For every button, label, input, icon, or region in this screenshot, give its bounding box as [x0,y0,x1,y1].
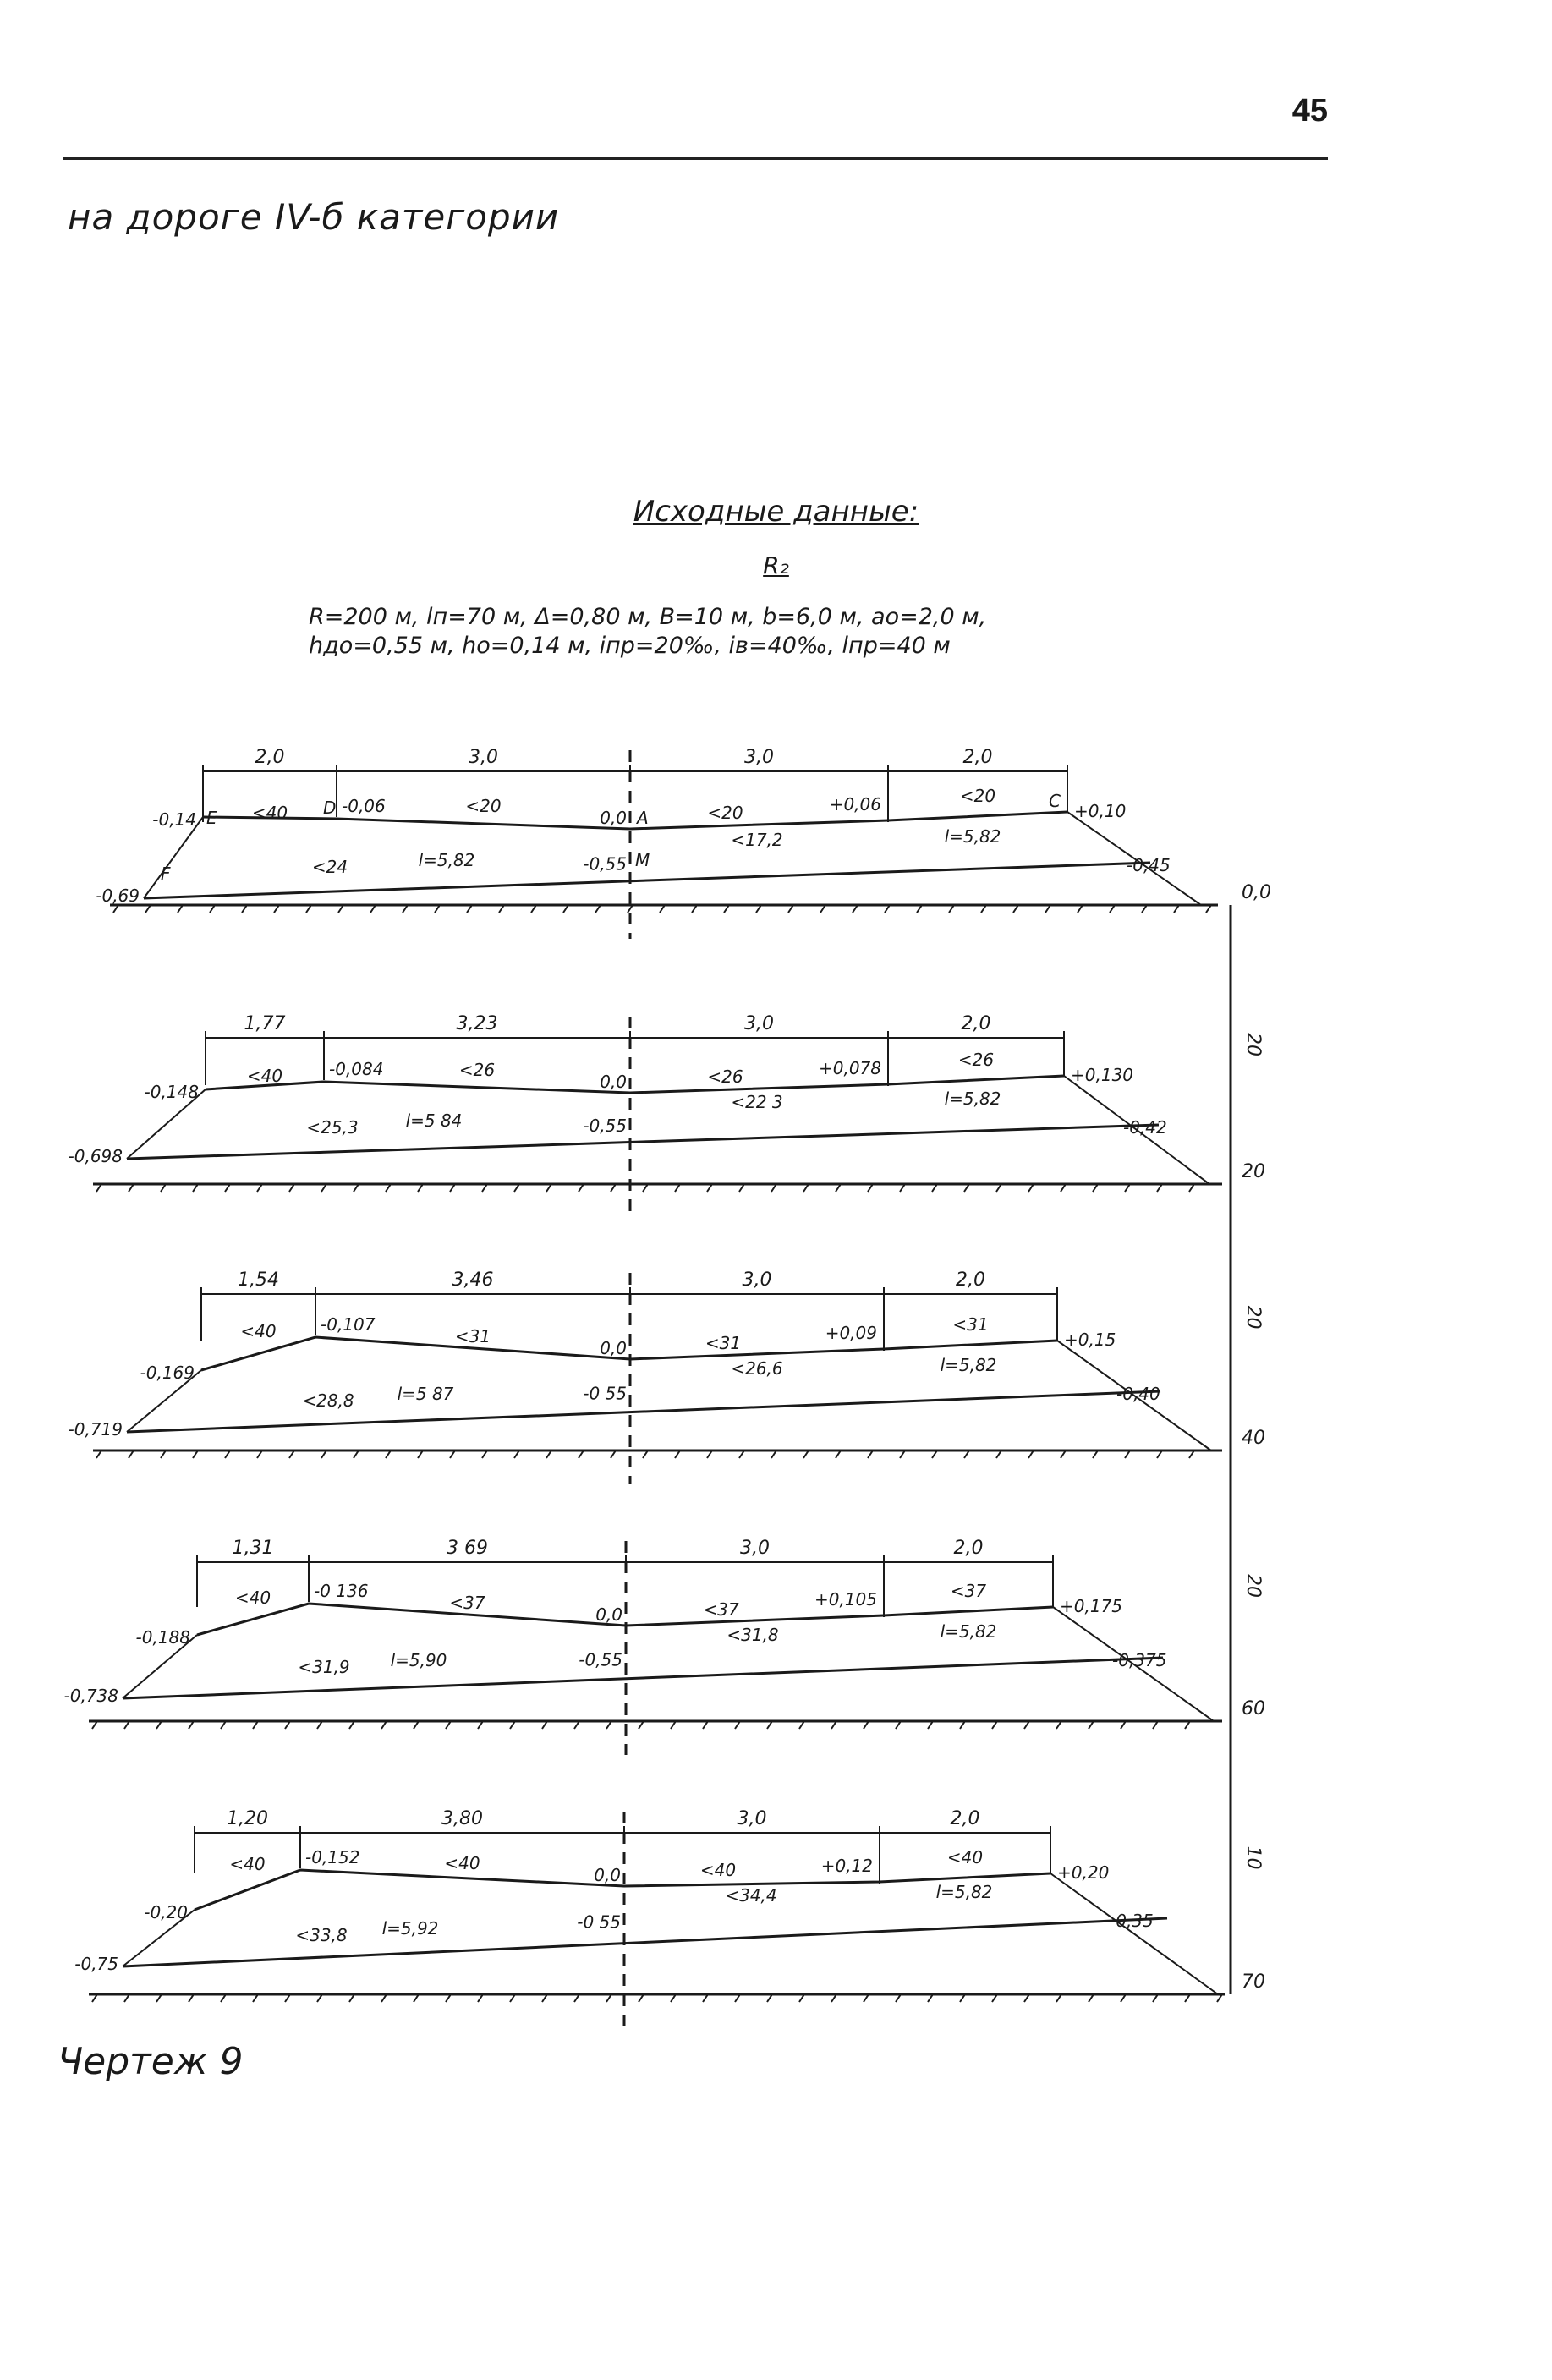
section-3-base-right-slope: <26,6 [731,1358,783,1379]
section-3-base-right-length: l=5,82 [940,1355,997,1375]
section-4-width-label: 3 69 [447,1538,488,1559]
page-number: 45 [1292,93,1328,129]
section-5-base-right-slope: <34,4 [725,1885,777,1906]
section-1-width-label: 3,0 [744,747,774,768]
section-2-width-label: 1,77 [244,1013,286,1034]
section-3-width-label: 2,0 [956,1270,985,1291]
section-2-width-label: 2,0 [961,1013,991,1034]
section-4-width-label: 1,31 [232,1538,274,1559]
section-4-slope-left-inner: <37 [449,1593,485,1613]
section-3-interval-label: 20 [1242,1305,1264,1330]
section-5-right-slope [1050,1873,1218,1994]
section-1-base-left-length: l=5,82 [418,850,475,870]
section-5-slope-left-outer: <40 [229,1854,266,1874]
section-2-right-base-value: -0,42 [1123,1117,1167,1138]
section-2-base-right-slope: <22 3 [731,1092,783,1112]
section-5-inner-left-value: -0,152 [305,1847,360,1867]
section-2-slope-right-outer: <26 [957,1050,995,1070]
section-4-inner-right-value: +0,105 [814,1589,877,1610]
section-3-slope-left-inner: <31 [454,1326,491,1346]
section-5-slope-right-outer: <40 [946,1847,984,1867]
section-5-left-base-value: -0,75 [74,1954,118,1974]
section-3-axis-value: -0 55 [583,1383,627,1404]
section-1-point-c: C [1049,791,1061,811]
section-4-base-left-length: l=5,90 [390,1650,447,1670]
section-1-width-label: 3,0 [469,747,498,768]
section-3-left-base-value: -0,719 [68,1419,123,1440]
section-1-point-m: M [635,850,650,870]
parameters-line-1: R=200 м, lп=70 м, Δ=0,80 м, B=10 м, b=6,0 м, aо=2,0 м, [309,604,987,630]
section-2-station-label: 20 [1242,1161,1265,1182]
section-5-surface-line [195,1870,1050,1910]
section-5-width-label: 3,80 [441,1808,483,1829]
section-5-axis-value: -0 55 [577,1911,621,1933]
section-2-base-right-length: l=5,82 [944,1089,1001,1109]
section-4-slope-right-outer: <37 [950,1581,987,1601]
section-1-left-edge-value: -0,14 [152,809,196,830]
section-1-center-value: 0,0 [600,808,627,828]
section-1-width-label: 2,0 [255,747,285,768]
section-1-slope-right-outer: <20 [959,786,996,806]
section-2-base-left-slope: <25,3 [306,1117,359,1138]
section-5-right-base-value: -0,35 [1110,1911,1154,1931]
section-1-right-edge-value: +0,10 [1074,801,1127,821]
section-4-slope-left-outer: <40 [234,1588,271,1608]
section-1-base-left-slope: <24 [311,857,348,877]
section-2-inner-left-value: -0,084 [329,1059,384,1079]
section-2-base-left-length: l=5 84 [405,1110,463,1131]
section-3-width-label: 3,46 [452,1270,494,1291]
section-2-slope-left-inner: <26 [458,1060,496,1080]
section-3-right-base-value: -0,40 [1116,1384,1160,1404]
drawing-caption: Чертеж 9 [58,2040,244,2083]
section-3-left-edge-value: -0,169 [140,1363,195,1383]
parameters-line-2: hдо=0,55 м, hо=0,14 м, iпр=20‰, iв=40‰, lпр=40 м [309,633,951,659]
section-2-width-label: 3,23 [456,1013,498,1034]
section-5-width-label: 1,20 [227,1808,268,1829]
section-2-center-value: 0,0 [600,1072,627,1092]
section-4-slope-right-inner: <37 [703,1599,739,1620]
section-3-width-label: 1,54 [238,1270,279,1291]
section-4-width-label: 2,0 [953,1538,984,1559]
section-2-left-edge-value: -0,148 [144,1082,199,1102]
section-1-inner-right-value: +0,06 [829,794,881,814]
section-1-left-base-value: -0,69 [96,886,140,906]
section-4-left-base-value: -0,738 [63,1686,118,1706]
section-3-inner-left-value: -0,107 [321,1314,376,1335]
section-5-base-line [123,1918,1167,1966]
section-4-inner-left-value: -0 136 [314,1581,369,1601]
section-5-left-edge-value: -0,20 [144,1902,188,1922]
section-3-inner-right-value: +0,09 [825,1323,877,1343]
section-4-right-edge-value: +0,175 [1060,1596,1123,1616]
section-3-slope-right-outer: <31 [952,1314,989,1335]
section-4-interval-label: 20 [1242,1574,1264,1598]
section-4-station-label: 60 [1242,1698,1265,1719]
section-3-width-label: 3,0 [742,1270,772,1291]
section-1-slope-left-outer: <40 [251,803,288,823]
section-3-base-left-slope: <28,8 [302,1390,354,1411]
section-1-inner-left-value: -0,06 [342,796,386,816]
section-3-base-line [127,1391,1160,1432]
section-2-slope-left-outer: <40 [246,1066,283,1086]
section-1-point-a: A [637,808,649,828]
section-5-interval-label: 10 [1242,1845,1264,1870]
section-5-base-left-length: l=5,92 [381,1918,439,1939]
section-4-left-edge-value: -0,188 [135,1627,190,1648]
initial-data-heading: Исходные данные: [633,495,919,529]
section-3-station-label: 40 [1242,1428,1265,1449]
section-1-slope-left-inner: <20 [465,796,502,816]
section-1-point-f: F [161,864,171,884]
section-4-right-base-value: -0,375 [1112,1650,1167,1670]
section-1-base-right-length: l=5,82 [944,826,1001,847]
page-subtitle: на дороге IV-б категории [68,196,560,238]
section-5-slope-right-inner: <40 [699,1860,737,1880]
section-2-width-label: 3,0 [744,1013,774,1034]
section-1-point-e: E [206,808,217,828]
section-3-right-edge-value: +0,15 [1064,1330,1116,1350]
section-1-axis-value: -0,55 [583,853,627,875]
section-3-slope-right-inner: <31 [705,1333,742,1353]
section-2-left-base-value: -0,698 [68,1146,123,1166]
section-2-base-line [127,1125,1159,1159]
section-5-width-label: 3,0 [737,1808,767,1829]
section-4-base-line [123,1658,1163,1698]
section-4-base-right-slope: <31,8 [727,1625,779,1645]
section-3-base-left-length: l=5 87 [397,1384,454,1404]
section-2-right-edge-value: +0,130 [1071,1065,1134,1085]
section-3-slope-left-outer: <40 [240,1321,277,1341]
section-4-width-label: 3,0 [740,1538,770,1559]
section-4-axis-value: -0,55 [579,1649,622,1670]
section-4-base-right-length: l=5,82 [940,1621,997,1642]
section-2-interval-label: 20 [1242,1033,1264,1056]
section-1-width-label: 2,0 [962,747,993,768]
section-5-center-value: 0,0 [594,1865,621,1885]
section-4-center-value: 0,0 [595,1604,622,1625]
section-5-station-label: 70 [1242,1971,1265,1993]
section-5-base-left-slope: <33,8 [295,1925,348,1945]
section-1-station-label: 0,0 [1242,882,1271,903]
section-5-width-label: 2,0 [950,1808,980,1829]
radius-label: R₂ [763,551,789,579]
section-5-base-right-length: l=5,82 [935,1882,993,1902]
section-1-base-right-slope: <17,2 [731,830,783,850]
section-4-base-left-slope: <31,9 [298,1657,350,1677]
section-3-center-value: 0,0 [600,1338,627,1358]
section-2-axis-value: -0,55 [583,1116,627,1136]
section-5-slope-left-inner: <40 [444,1853,480,1873]
section-1-right-base-value: -0,45 [1127,855,1171,875]
section-2-slope-right-inner: <26 [707,1067,743,1087]
section-1-point-d: D [323,798,337,818]
section-5-right-edge-value: +0,20 [1057,1862,1110,1883]
section-1-slope-right-inner: <20 [707,803,743,823]
section-2-inner-right-value: +0,078 [818,1058,881,1078]
section-5-inner-right-value: +0,12 [820,1856,873,1876]
